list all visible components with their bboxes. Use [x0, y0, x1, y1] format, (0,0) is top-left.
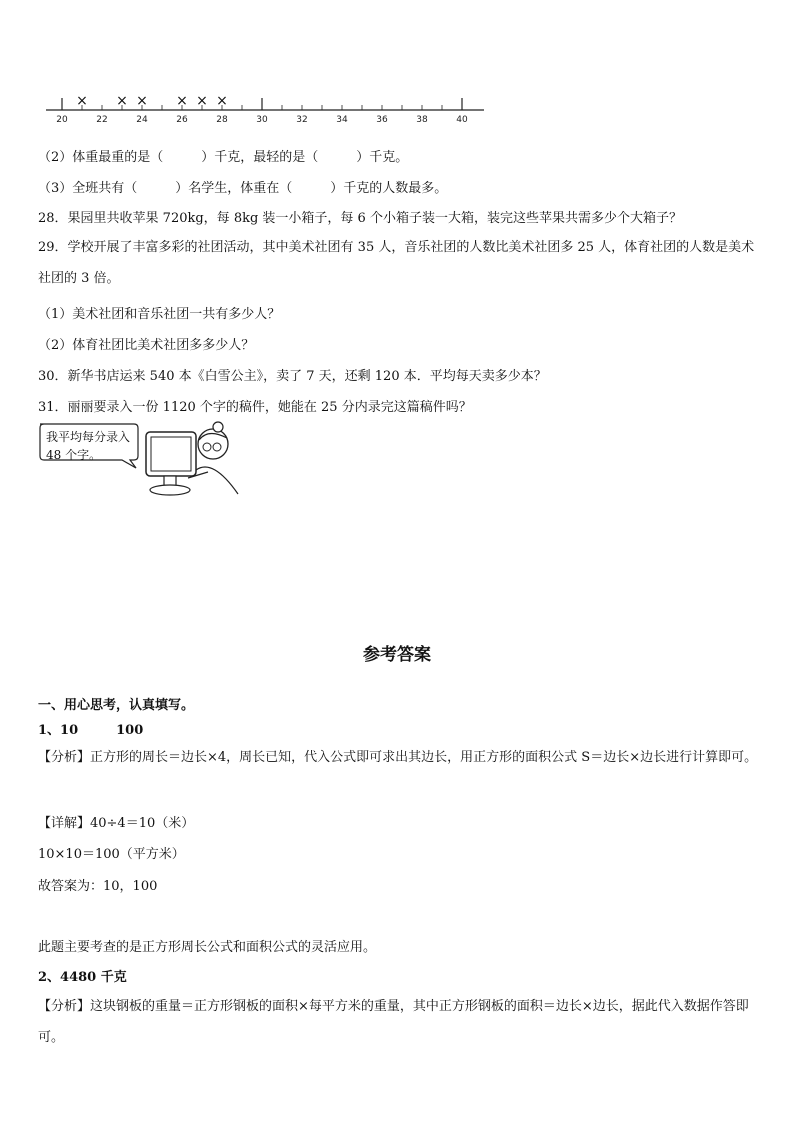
question-31: 31．丽丽要录入一份 1120 个字的稿件，她能在 25 分内录完这篇稿件吗？ — [38, 400, 472, 415]
answer-1-final: 故答案为：10，100 — [38, 879, 158, 894]
number-line-cross-mark: × — [116, 93, 128, 109]
number-line-cross-mark: × — [136, 93, 148, 109]
answers-heading: 参考答案 — [363, 645, 431, 665]
number-line-tick-label: 30 — [256, 115, 268, 125]
answer-2: 2、4480 千克 — [38, 970, 127, 985]
question-28: 28．果园里共收苹果 720kg，每 8kg 装一小箱子，每 6 个小箱子装一大箱，装完这些苹果共需多少个大箱子？ — [38, 211, 682, 226]
number-line-cross-mark: × — [196, 93, 208, 109]
number-line-tick-label: 24 — [136, 115, 148, 125]
number-line-cross-mark: × — [176, 93, 188, 109]
number-line-tick-label: 34 — [336, 115, 348, 125]
answer-1-note: 此题主要考查的是正方形周长公式和面积公式的灵活应用。 — [38, 940, 377, 955]
q27-part3: （3）全班共有（ ）名学生，体重在（ ）千克的人数最多。 — [38, 181, 448, 196]
number-line-cross-mark: × — [76, 93, 88, 109]
number-line — [40, 88, 490, 128]
number-line-tick-label: 32 — [296, 115, 308, 125]
number-line-tick-label: 38 — [416, 115, 428, 125]
question-29-stem: 29．学校开展了丰富多彩的社团活动，其中美术社团有 35 人，音乐社团的人数比美术社团多 25 人，体育社团的人数是美术社团的 3 倍。 — [38, 240, 755, 286]
speech-bubble-text: 我平均每分录入 48 个字。 — [46, 430, 131, 462]
number-line-tick-label: 40 — [456, 115, 468, 125]
question-30: 30．新华书店运来 540 本《白雪公主》，卖了 7 天，还剩 120 本．平均每天卖多少本？ — [38, 369, 547, 384]
question-29-part2: （2）体育社团比美术社团多多少人？ — [38, 338, 255, 353]
number-line-cross-mark: × — [216, 93, 228, 109]
number-line-tick-label: 26 — [176, 115, 188, 125]
answer-1: 1、10 100 — [38, 723, 144, 738]
answer-1-analysis: 【分析】正方形的周长＝边长×4，周长已知，代入公式即可求出其边长，用正方形的面积公式 S＝边长×边长进行计算即可。 — [38, 750, 758, 765]
answer-1-detail: 【详解】40÷4＝10（米） — [38, 816, 195, 831]
q27-part2: （2）体重最重的是（ ）千克，最轻的是（ ）千克。 — [38, 150, 409, 165]
number-line-tick-label: 20 — [56, 115, 68, 125]
number-line-tick-label: 22 — [96, 115, 108, 125]
answer-2-analysis: 【分析】这块钢板的重量＝正方形钢板的面积×每平方米的重量，其中正方形钢板的面积＝边长×边长，据此代入数据作答即可。 — [38, 999, 749, 1045]
number-line-tick-label: 36 — [376, 115, 388, 125]
question-29-part1: （1）美术社团和音乐社团一共有多少人？ — [38, 307, 281, 322]
number-line-tick-label: 28 — [216, 115, 228, 125]
answers-section-1: 一、用心思考，认真填写。 — [38, 698, 195, 713]
answer-1-calc: 10×10＝100（平方米） — [38, 847, 185, 862]
